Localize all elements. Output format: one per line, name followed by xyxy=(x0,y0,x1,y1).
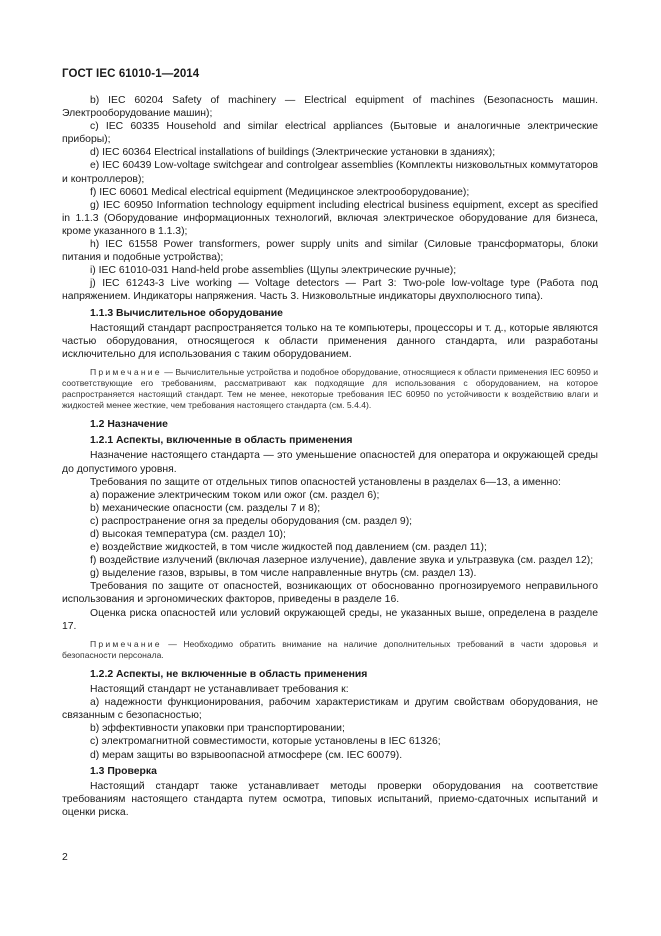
note-text: — Необходимо обратить внимание на наличие дополнительных требований в части здоровья и безопасности персонала. xyxy=(62,638,598,660)
paragraph: Настоящий стандарт также устанавливает методы проверки оборудования на соответствие требованиям настоящего стандарта путем осмотра, типовых испытаний, приемо-сдаточных испытаний и оценки риска. xyxy=(62,780,598,818)
list-item: g) выделение газов, взрывы, в том числе направленные внутрь (см. раздел 13). xyxy=(90,568,477,580)
standards-list xyxy=(62,94,598,304)
paragraph: Оценка риска опасностей или условий окружающей среды, не указанных выше, определена в разделе 17. xyxy=(62,607,598,632)
section-heading-1-1-3: 1.1.3 Вычислительное оборудование xyxy=(90,307,283,319)
list-item: d) высокая температура (см. раздел 10); xyxy=(90,529,286,540)
list-item: d) мерам защиты во взрывоопасной атмосфере (см. IEC 60079). xyxy=(90,749,403,761)
list-item: b) эффективности упаковки при транспортировании; xyxy=(90,723,345,735)
list-item: j) IEC 61243-3 Live working — Voltage detectors — Part 3: Two-pole low-voltage type (Работа под напряжением. Индикаторы напряжения. Часть 3. Низковольтные индикаторы двухполюсного типа). xyxy=(62,278,598,303)
list-item: b) IEC 60204 Safety of machinery — Electrical equipment of machines (Безопасность машин. Электрооборудование машин); xyxy=(62,95,598,120)
paragraph: Настоящий стандарт не устанавливает требования к: xyxy=(90,684,349,696)
list-item: i) IEC 61010-031 Hand-held probe assemblies (Щупы электрические ручные); xyxy=(90,265,457,277)
section-heading-1-2-1: 1.2.1 Аспекты, включенные в область применения xyxy=(90,435,353,447)
section-heading-1-2-2: 1.2.2 Аспекты, не включенные в область применения xyxy=(90,668,368,680)
list-item: e) IEC 60439 Low-voltage switchgear and controlgear assemblies (Комплекты низковольтных коммутаторов и контроллеров); xyxy=(62,160,598,185)
list-item: b) механические опасности (см. разделы 7 и 8); xyxy=(90,502,321,514)
note xyxy=(62,367,598,411)
paragraph: Настоящий стандарт распространяется только на те компьютеры, процессоры и т. д., которые являются частью оборудования, относящегося к области применения данного стандарта, или разработаны исключительно для использования с таким оборудованием. xyxy=(62,322,598,360)
document-header: ГОСТ IEC 61010-1—2014 xyxy=(62,68,200,80)
paragraph: Требования по защите от отдельных типов опасностей установлены в разделах 6—13, а именно: xyxy=(90,476,561,488)
note xyxy=(62,639,598,661)
page-number: 2 xyxy=(62,852,68,863)
list-item: c) электромагнитной совместимости, которые установлены в IEC 61326; xyxy=(90,736,441,748)
note-label: Примечание xyxy=(90,366,162,377)
note-text: — Вычислительные устройства и подобное оборудование, относящиеся к области применения IEC 60950 и соответствующие его требованиям, рассматривают как подходящие для использования с оборудованием, на которое распространяется настоящий стандарт. Тем не менее, некоторые требования IEC 60950 по устойчивости к воздействию влаги и жидкостей менее жесткие, чем требования настоящего стандарта (см. 5.4.4). xyxy=(62,366,598,411)
list-item: f) IEC 60601 Medical electrical equipment (Медицинское электрооборудование); xyxy=(90,186,470,198)
note-label: Примечание xyxy=(90,638,162,649)
section-heading-1-3: 1.3 Проверка xyxy=(90,765,157,777)
list-item: c) распространение огня за пределы оборудования (см. раздел 9); xyxy=(90,515,413,527)
paragraph: Назначение настоящего стандарта — это уменьшение опасностей для оператора и окружающей среды до допустимого уровня. xyxy=(62,450,598,475)
list-item: a) надежности функционирования, рабочим характеристикам и другим свойствам оборудования, не связанным с безопасностью; xyxy=(62,697,598,722)
page-body xyxy=(62,94,598,819)
paragraph: Требования по защите от опасностей, возникающих от обоснованно прогнозируемого неправильного использования и эргономических факторов, приведены в разделе 16. xyxy=(62,581,598,606)
section-heading-1-2: 1.2 Назначение xyxy=(90,419,168,431)
list-item: g) IEC 60950 Information technology equipment including electrical business equipment, except as specified in 1.1.3 (Оборудование информационных технологий, включая электрическое оборудование для бизнеса, кроме указанного в 1.1.3); xyxy=(62,199,598,237)
list-item: c) IEC 60335 Household and similar electrical appliances (Бытовые и аналогичные электрические приборы); xyxy=(62,121,598,146)
list-item: a) поражение электрическим током или ожог (см. раздел 6); xyxy=(90,489,380,501)
list-item: e) воздействие жидкостей, в том числе жидкостей под давлением (см. раздел 11); xyxy=(90,542,487,554)
list-item: d) IEC 60364 Electrical installations of buildings (Электрические установки в зданиях); xyxy=(90,147,496,159)
list-item: f) воздействие излучений (включая лазерное излучение), давление звука и ультразвука (см. раздел 12); xyxy=(90,555,594,567)
list-item: h) IEC 61558 Power transformers, power supply units and similar (Силовые трансформаторы, блоки питания и подобные устройства); xyxy=(62,239,598,264)
